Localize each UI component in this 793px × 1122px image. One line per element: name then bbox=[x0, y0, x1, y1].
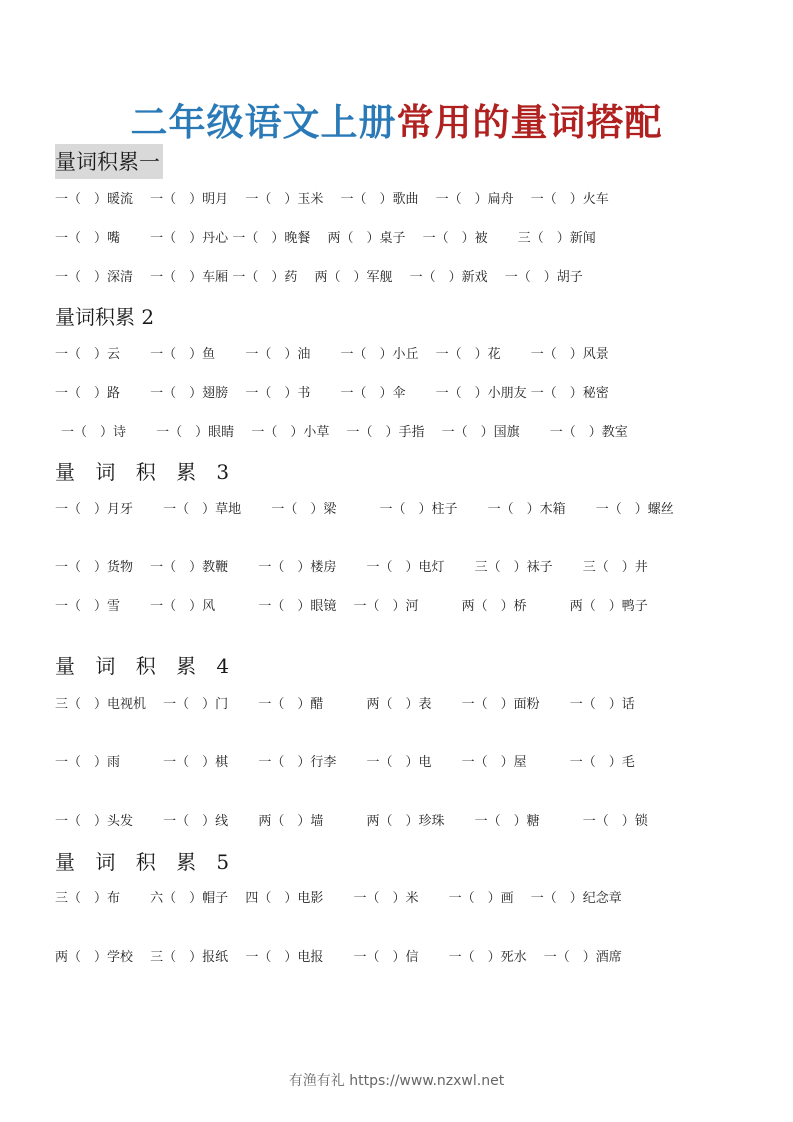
item: 一（ ）嘴 bbox=[55, 231, 121, 246]
item: 两（ ）桥 bbox=[461, 599, 527, 614]
section-heading-4: 量 词 积 累 4 bbox=[55, 654, 237, 678]
item: 一（ ）面粉 bbox=[461, 697, 540, 712]
item: 一（ ）毛 bbox=[569, 755, 635, 770]
item: 一（ ）秘密 bbox=[530, 386, 609, 401]
item: 一（ ）歌曲 bbox=[340, 192, 419, 207]
item: 一（ ）小朋友 bbox=[435, 386, 527, 401]
item: 一（ ）伞 bbox=[340, 386, 406, 401]
exercise-row bbox=[55, 345, 745, 365]
title-part-2: 常用的量词搭配 bbox=[396, 100, 663, 144]
exercise-row bbox=[55, 889, 745, 909]
item: 一（ ）被 bbox=[422, 231, 488, 246]
item: 一（ ）风 bbox=[150, 599, 216, 614]
item: 一（ ）鱼 bbox=[150, 347, 216, 362]
exercise-row bbox=[55, 597, 745, 617]
section-heading-5: 量 词 积 累 5 bbox=[55, 850, 237, 874]
item: 三（ ）布 bbox=[55, 891, 121, 906]
exercise-row bbox=[55, 812, 745, 832]
section-heading-3: 量 词 积 累 3 bbox=[55, 460, 237, 484]
item: 三（ ）新闻 bbox=[517, 231, 596, 246]
exercise-row bbox=[55, 695, 745, 715]
item: 一（ ）丹心 bbox=[150, 231, 229, 246]
item: 一（ ）棋 bbox=[163, 755, 229, 770]
section-heading-2: 量词积累 2 bbox=[55, 305, 155, 329]
item: 三（ ）袜子 bbox=[474, 560, 553, 575]
item: 一（ ）国旗 bbox=[441, 425, 520, 440]
item: 一（ ）梁 bbox=[271, 502, 337, 517]
item: 一（ ）花 bbox=[435, 347, 501, 362]
item: 两（ ）鸭子 bbox=[569, 599, 648, 614]
item: 一（ ）河 bbox=[353, 599, 419, 614]
item: 一（ ）柱子 bbox=[379, 502, 458, 517]
item: 三（ ）电视机 bbox=[55, 697, 147, 712]
item: 一（ ）糖 bbox=[474, 814, 540, 829]
exercise-row bbox=[55, 229, 745, 249]
item: 一（ ）深清 bbox=[55, 270, 134, 285]
item: 一（ ）晚餐 bbox=[232, 231, 311, 246]
item: 一（ ）眼睛 bbox=[156, 425, 235, 440]
item: 一（ ）酒席 bbox=[543, 950, 622, 965]
exercise-row bbox=[55, 384, 745, 404]
item: 两（ ）学校 bbox=[55, 950, 134, 965]
item: 一（ ）电报 bbox=[245, 950, 324, 965]
item: 一（ ）新戏 bbox=[409, 270, 488, 285]
item: 一（ ）诗 bbox=[61, 425, 127, 440]
item: 两（ ）军舰 bbox=[314, 270, 393, 285]
item: 一（ ）屋 bbox=[461, 755, 527, 770]
item: 一（ ）草地 bbox=[163, 502, 242, 517]
item: 一（ ）月牙 bbox=[55, 502, 134, 517]
item: 一（ ）电 bbox=[366, 755, 432, 770]
item: 一（ ）手指 bbox=[346, 425, 425, 440]
item: 一（ ）小草 bbox=[251, 425, 330, 440]
exercise-row bbox=[61, 423, 751, 443]
item: 一（ ）信 bbox=[353, 950, 419, 965]
item: 一（ ）头发 bbox=[55, 814, 134, 829]
item: 一（ ）书 bbox=[245, 386, 311, 401]
exercise-row bbox=[55, 500, 745, 520]
item: 一（ ）木箱 bbox=[487, 502, 566, 517]
item: 一（ ）路 bbox=[55, 386, 121, 401]
item: 三（ ）井 bbox=[582, 560, 648, 575]
item: 一（ ）扁舟 bbox=[435, 192, 514, 207]
item: 一（ ）纪念章 bbox=[530, 891, 622, 906]
item: 两（ ）墙 bbox=[258, 814, 324, 829]
item: 一（ ）米 bbox=[353, 891, 419, 906]
item: 一（ ）玉米 bbox=[245, 192, 324, 207]
exercise-row bbox=[55, 190, 745, 210]
title-part-1: 二年级语文上册 bbox=[130, 100, 397, 144]
item: 一（ ）死水 bbox=[448, 950, 527, 965]
item: 一（ ）车厢 bbox=[150, 270, 229, 285]
item: 一（ ）楼房 bbox=[258, 560, 337, 575]
item: 一（ ）雨 bbox=[55, 755, 121, 770]
item: 三（ ）报纸 bbox=[150, 950, 229, 965]
footer-watermark: 有渔有礼 https://www.nzxwl.net bbox=[288, 1073, 505, 1089]
item: 一（ ）教鞭 bbox=[150, 560, 229, 575]
item: 一（ ）暖流 bbox=[55, 192, 134, 207]
item: 一（ ）油 bbox=[245, 347, 311, 362]
item: 一（ ）螺丝 bbox=[595, 502, 674, 517]
item: 一（ ）胡子 bbox=[504, 270, 583, 285]
item: 一（ ）教室 bbox=[549, 425, 628, 440]
item: 一（ ）风景 bbox=[530, 347, 609, 362]
item: 一（ ）锁 bbox=[582, 814, 648, 829]
item: 一（ ）行李 bbox=[258, 755, 337, 770]
item: 一（ ）火车 bbox=[530, 192, 609, 207]
exercise-row bbox=[55, 753, 745, 773]
item: 四（ ）电影 bbox=[245, 891, 324, 906]
item: 两（ ）桌子 bbox=[327, 231, 406, 246]
item: 一（ ）线 bbox=[163, 814, 229, 829]
item: 两（ ）珍珠 bbox=[366, 814, 445, 829]
item: 一（ ）电灯 bbox=[366, 560, 445, 575]
exercise-row bbox=[55, 268, 745, 288]
item: 一（ ）门 bbox=[163, 697, 229, 712]
item: 一（ ）药 bbox=[232, 270, 298, 285]
item: 两（ ）表 bbox=[366, 697, 432, 712]
item: 一（ ）画 bbox=[448, 891, 514, 906]
item: 一（ ）翅膀 bbox=[150, 386, 229, 401]
item: 一（ ）明月 bbox=[150, 192, 229, 207]
exercise-row bbox=[55, 948, 745, 968]
page-title bbox=[0, 92, 793, 146]
item: 一（ ）醋 bbox=[258, 697, 324, 712]
item: 一（ ）雪 bbox=[55, 599, 121, 614]
item: 六（ ）帽子 bbox=[150, 891, 229, 906]
section-heading-1: 量词积累一 bbox=[55, 144, 163, 179]
item: 一（ ）货物 bbox=[55, 560, 134, 575]
item: 一（ ）眼镜 bbox=[258, 599, 337, 614]
exercise-row bbox=[55, 558, 745, 578]
item: 一（ ）话 bbox=[569, 697, 635, 712]
item: 一（ ）小丘 bbox=[340, 347, 419, 362]
item: 一（ ）云 bbox=[55, 347, 121, 362]
